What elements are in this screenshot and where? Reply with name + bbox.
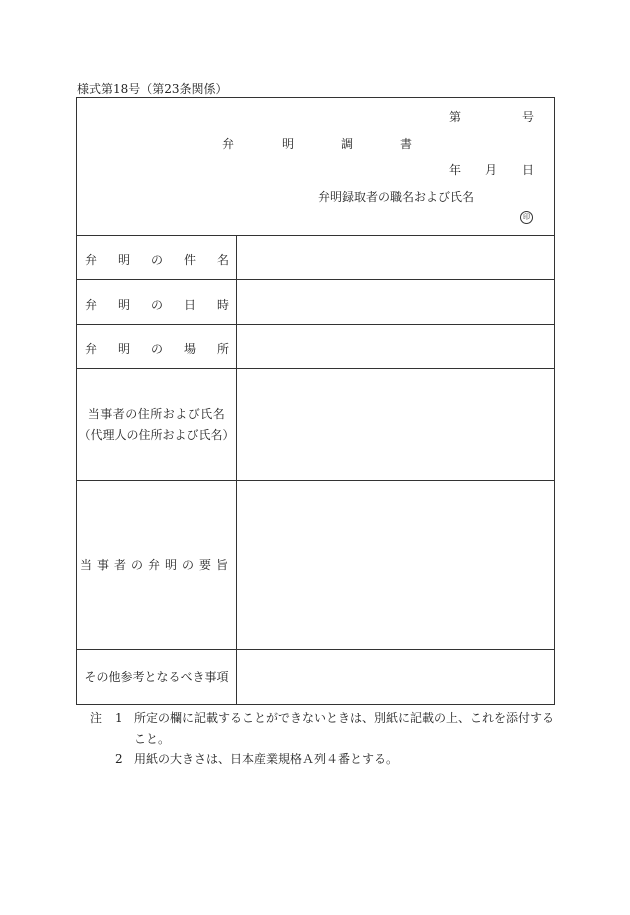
row-label-datetime [85,296,229,313]
date-month: 月 [485,163,498,177]
label-char: 弁 [85,342,98,356]
label-char: 日 [183,298,196,312]
label-char: 件 [183,253,196,267]
note-2-number: 2 [115,752,123,766]
title-char-4: 書 [400,137,413,151]
row-divider [77,649,554,650]
label-char: 場 [183,342,196,356]
row-divider [77,279,554,280]
note-1-text: 所定の欄に記載することができないときは、別紙に記載の上、これを添付する [134,711,555,725]
document-form-table [76,97,555,705]
label-char: 所 [216,342,229,356]
label-char: の [150,298,163,312]
other-matters-label: その他参考となるべき事項 [84,670,229,684]
row-divider [77,368,554,369]
date-day: 日 [522,163,535,177]
label-char: 明 [117,253,130,267]
party-address-label: 当事者の住所および氏名 [87,407,226,421]
label-char: 名 [216,253,229,267]
title-char-2: 明 [282,137,295,151]
label-char: 明 [117,342,130,356]
form-number-label: 様式第18号（第23条関係） [77,82,228,96]
title-char-1: 弁 [222,137,235,151]
row-divider [77,235,554,236]
label-char: 明 [117,298,130,312]
note-2-text: 用紙の大きさは、日本産業規格Ａ列４番とする。 [134,752,399,766]
label-char: の [150,342,163,356]
notes-prefix: 注 [90,711,103,725]
seal-mark: 印 [520,211,533,224]
row-label-subject [85,251,229,268]
summary-label: 当事者の弁明の要旨 [79,558,233,572]
label-char: 弁 [85,253,98,267]
number-prefix: 第 [449,110,462,124]
row-divider [77,480,554,481]
label-char: 弁 [85,298,98,312]
agent-address-label: （代理人の住所および氏名） [78,428,235,442]
recorder-label: 弁明録取者の職名および氏名 [318,190,475,204]
label-char: 時 [216,298,229,312]
label-char: の [150,253,163,267]
note-1-number: 1 [115,711,123,725]
note-1-text-cont: こと。 [134,732,171,746]
number-suffix: 号 [522,110,535,124]
column-divider [236,235,237,705]
row-label-place [85,340,229,357]
date-year: 年 [449,163,462,177]
row-divider [77,324,554,325]
title-char-3: 調 [341,137,354,151]
